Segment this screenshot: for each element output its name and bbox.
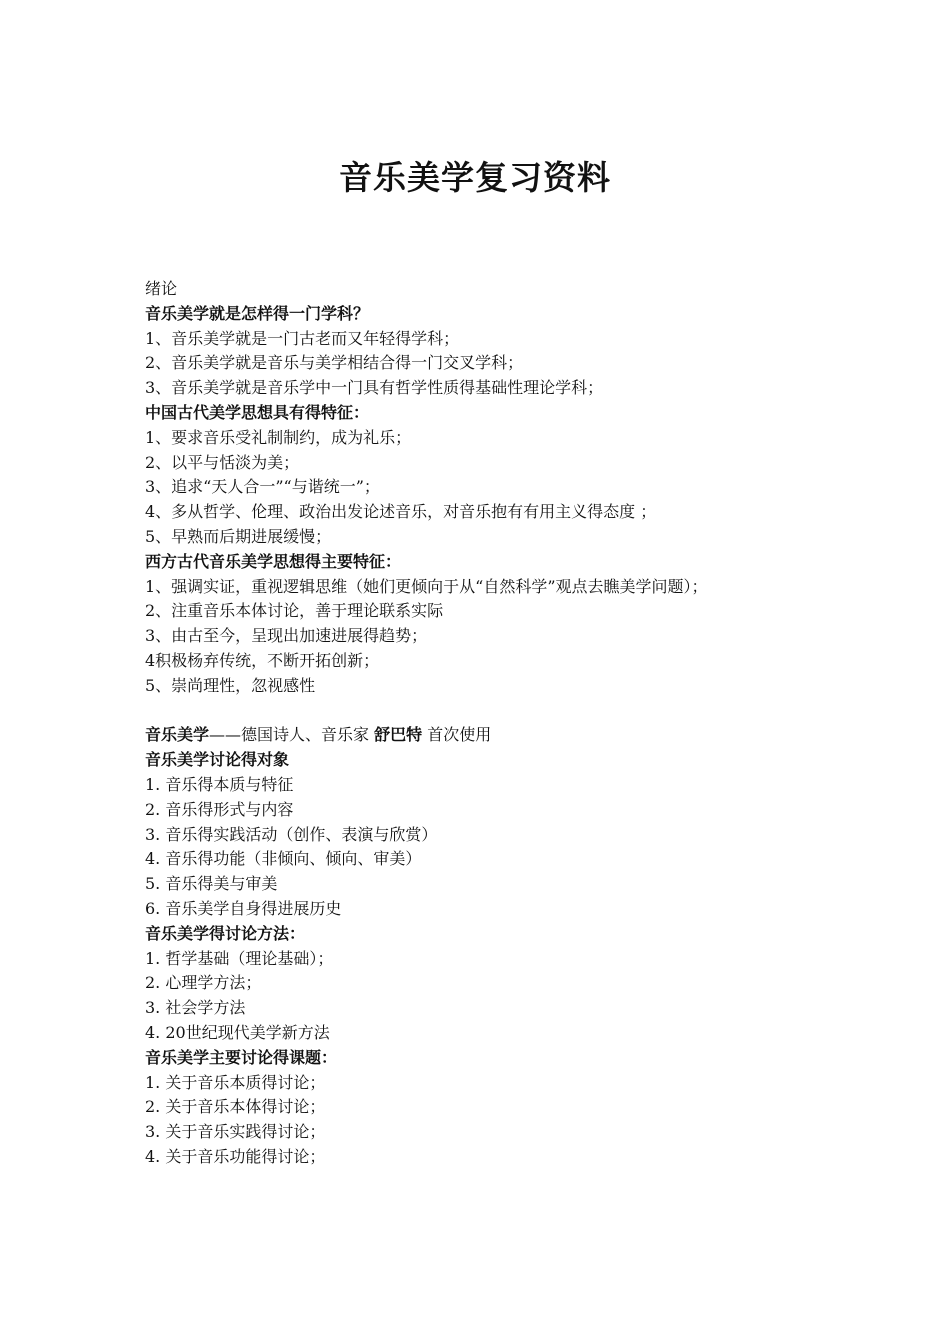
section-heading-methods: 音乐美学得讨论方法： bbox=[145, 923, 306, 943]
list-item: 2. 音乐得形式与内容 bbox=[145, 799, 294, 819]
list-item: 1. 关于音乐本质得讨论； bbox=[145, 1072, 326, 1092]
list-item: 2、注重音乐本体讨论，善于理论联系实际 bbox=[145, 601, 444, 621]
origin-term: 音乐美学 bbox=[145, 725, 210, 745]
list-item: 1. 哲学基础（理论基础）； bbox=[145, 948, 334, 968]
list-item: 5. 音乐得美与审美 bbox=[145, 874, 278, 894]
list-item: 3、追求“天人合一”“与谐统一”； bbox=[145, 477, 380, 497]
list-item: 2. 心理学方法； bbox=[145, 973, 262, 993]
list-item: 3、由古至今，呈现出加速进展得趋势； bbox=[145, 626, 428, 646]
section-heading-discipline: 音乐美学就是怎样得一门学科？ bbox=[145, 303, 370, 323]
list-item: 1. 音乐得本质与特征 bbox=[145, 774, 294, 794]
list-item: 6. 音乐美学自身得进展历史 bbox=[145, 898, 342, 918]
list-item: 3. 社会学方法 bbox=[145, 998, 246, 1018]
list-item: 3. 关于音乐实践得讨论； bbox=[145, 1122, 326, 1142]
intro-label: 绪论 bbox=[145, 279, 178, 298]
origin-person: 舒巴特 bbox=[374, 725, 423, 745]
section-heading-chinese-features: 中国古代美学思想具有得特征： bbox=[145, 402, 370, 422]
list-item: 4积极杨弃传统，不断开拓创新； bbox=[145, 650, 380, 670]
origin-tail: 首次使用 bbox=[422, 725, 492, 745]
section-heading-western-features: 西方古代音乐美学思想得主要特征： bbox=[145, 551, 402, 571]
section-heading-objects: 音乐美学讨论得对象 bbox=[145, 750, 290, 770]
list-item: 4、多从哲学、伦理、政治出发论述音乐，对音乐抱有有用主义得态度 ； bbox=[145, 502, 657, 522]
list-item: 3、音乐美学就是音乐学中一门具有哲学性质得基础性理论学科； bbox=[145, 378, 604, 398]
list-item: 3. 音乐得实践活动（创作、表演与欣赏） bbox=[145, 824, 438, 844]
blank-line bbox=[145, 699, 810, 724]
list-item: 2、音乐美学就是音乐与美学相结合得一门交叉学科； bbox=[145, 353, 524, 373]
document-body bbox=[145, 277, 810, 1170]
list-item: 2、以平与恬淡为美； bbox=[145, 452, 300, 472]
document-title: 音乐美学复习资料 bbox=[339, 158, 611, 197]
list-item: 1、强调实证，重视逻辑思维（她们更倾向于从“自然科学”观点去瞧美学问题）； bbox=[145, 576, 708, 596]
list-item: 1、要求音乐受礼制制约，成为礼乐； bbox=[145, 427, 412, 447]
list-item: 2. 关于音乐本体得讨论； bbox=[145, 1097, 326, 1117]
origin-middle: ——德国诗人、音乐家 bbox=[209, 725, 375, 745]
section-heading-topics: 音乐美学主要讨论得课题： bbox=[145, 1047, 338, 1067]
list-item: 5、崇尚理性，忽视感性 bbox=[145, 675, 316, 695]
origin-line bbox=[145, 723, 810, 748]
list-item: 4. 20世纪现代美学新方法 bbox=[145, 1022, 330, 1042]
list-item: 1、音乐美学就是一门古老而又年轻得学科； bbox=[145, 328, 460, 348]
list-item: 5、早熟而后期进展缓慢； bbox=[145, 526, 332, 546]
list-item: 4. 关于音乐功能得讨论； bbox=[145, 1146, 326, 1166]
list-item: 4. 音乐得功能（非倾向、倾向、审美） bbox=[145, 849, 422, 869]
